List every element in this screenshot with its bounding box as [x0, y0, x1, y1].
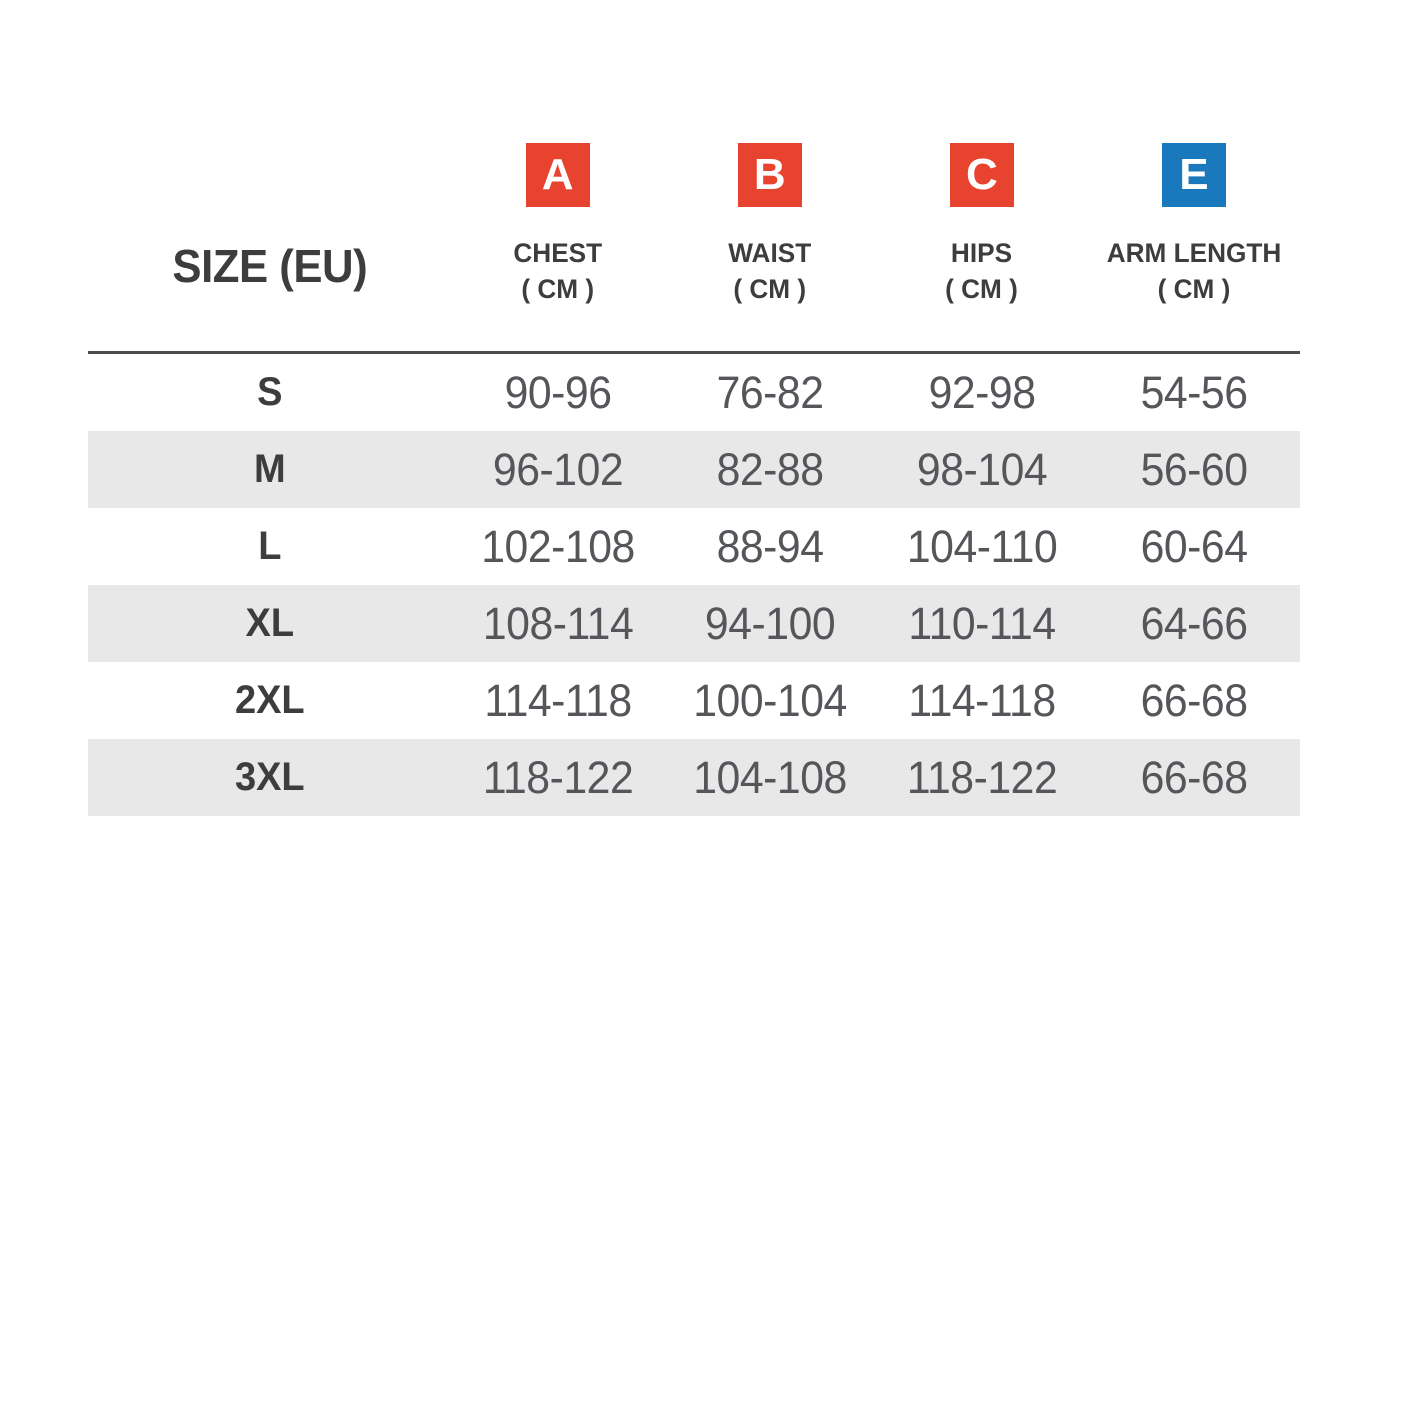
arm-length-value: 64-66	[1140, 597, 1248, 649]
hips-value: 118-122	[906, 751, 1058, 803]
size-label: M	[253, 447, 286, 491]
size-label: 3XL	[234, 755, 305, 799]
column-unit-text: ( CM )	[945, 274, 1019, 304]
table-row-l	[88, 508, 1300, 585]
column-label-chest	[513, 235, 602, 307]
hips-value: 110-114	[908, 597, 1056, 649]
hips-value: 104-110	[906, 520, 1058, 572]
column-label-text: WAIST	[728, 238, 812, 268]
size-chart	[88, 143, 1300, 816]
size-label: S	[257, 370, 283, 414]
column-header-hips	[876, 143, 1088, 307]
waist-value: 104-108	[692, 751, 847, 803]
waist-measure-badge: B	[738, 143, 802, 207]
table-row-2xl	[88, 662, 1300, 739]
hips-value: 98-104	[916, 443, 1047, 495]
hips-value: 92-98	[928, 366, 1036, 418]
size-column-header: SIZE (EU)	[172, 240, 368, 292]
size-label: L	[258, 524, 282, 568]
column-unit-text: ( CM )	[521, 274, 595, 304]
column-label-text: HIPS	[951, 238, 1013, 268]
waist-value: 100-104	[692, 674, 847, 726]
table-row-xl	[88, 585, 1300, 662]
column-label-waist	[728, 235, 811, 307]
chest-value: 102-108	[480, 520, 635, 572]
arm-length-value: 54-56	[1140, 366, 1248, 418]
arm-length-measure-badge: E	[1162, 143, 1226, 207]
table-row-3xl	[88, 739, 1300, 816]
arm-length-value: 60-64	[1140, 520, 1248, 572]
column-label-text: ARM LENGTH	[1106, 238, 1282, 268]
arm-length-value: 66-68	[1140, 751, 1248, 803]
chest-value: 108-114	[482, 597, 633, 649]
column-unit-text: ( CM )	[1157, 274, 1231, 304]
table-row-s	[88, 354, 1300, 431]
size-chart-header	[88, 143, 1300, 354]
column-label-hips	[945, 235, 1018, 307]
column-header-chest	[452, 143, 664, 307]
chest-measure-badge: A	[526, 143, 590, 207]
column-header-waist	[664, 143, 876, 307]
waist-value: 88-94	[716, 520, 824, 572]
size-chart-body	[88, 354, 1300, 816]
arm-length-value: 66-68	[1140, 674, 1248, 726]
chest-value: 114-118	[484, 674, 632, 726]
column-unit-text: ( CM )	[733, 274, 807, 304]
column-header-arm-length	[1088, 143, 1300, 307]
arm-length-value: 56-60	[1140, 443, 1248, 495]
hips-measure-badge: C	[950, 143, 1014, 207]
waist-value: 76-82	[716, 366, 824, 418]
chest-value: 96-102	[492, 443, 623, 495]
chest-value: 118-122	[482, 751, 633, 803]
hips-value: 114-118	[908, 674, 1056, 726]
table-row-m	[88, 431, 1300, 508]
waist-value: 82-88	[716, 443, 824, 495]
waist-value: 94-100	[704, 597, 835, 649]
column-label-text: CHEST	[513, 238, 603, 268]
column-label-arm-length	[1107, 235, 1282, 307]
size-label: XL	[245, 601, 295, 645]
chest-value: 90-96	[504, 366, 612, 418]
size-label: 2XL	[234, 678, 305, 722]
